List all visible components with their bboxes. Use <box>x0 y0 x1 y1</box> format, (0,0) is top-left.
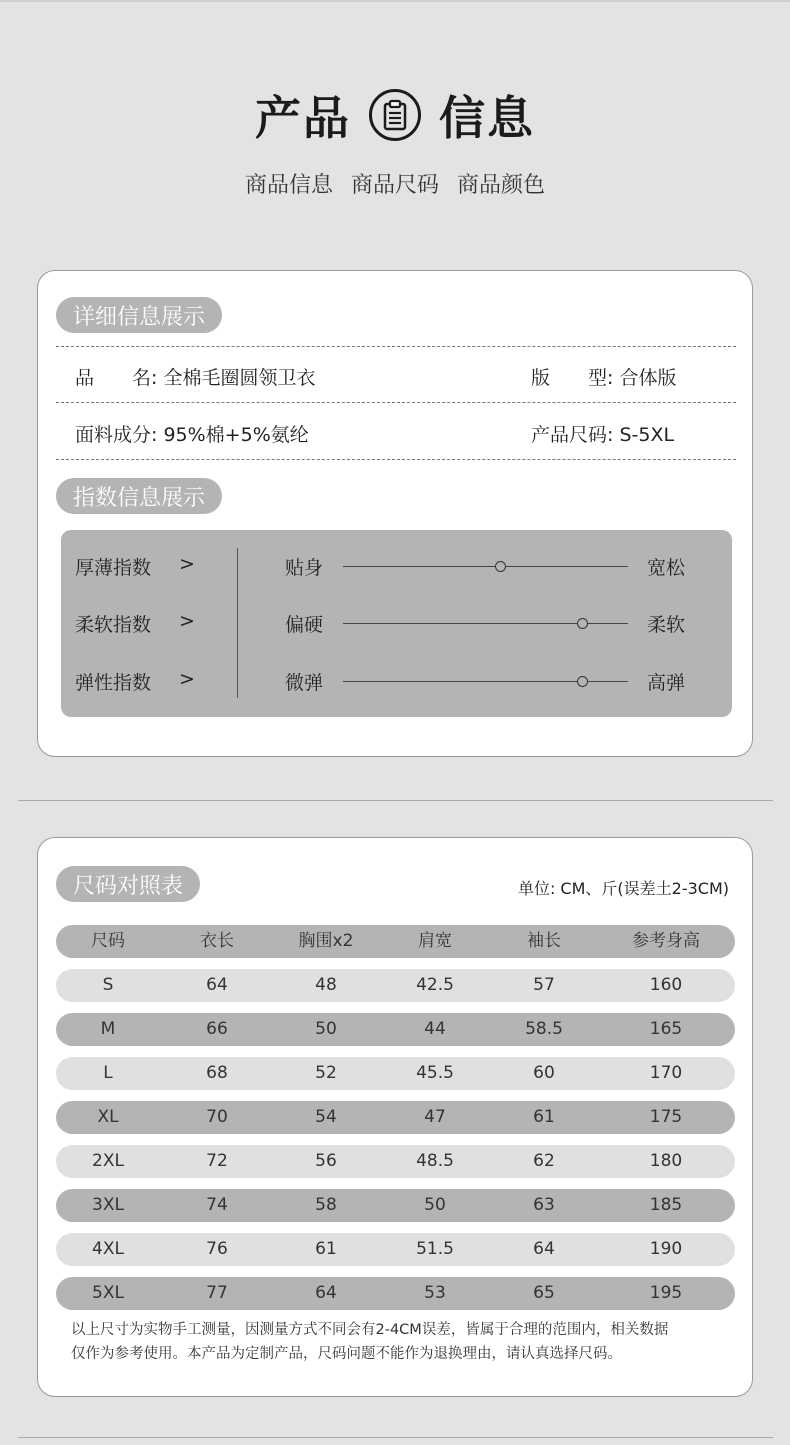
index-low-label: 微弹 <box>285 672 324 694</box>
table-cell: 47 <box>424 1107 446 1127</box>
table-row <box>56 1189 735 1222</box>
index-name: 厚薄指数 <box>75 557 152 579</box>
table-cell: 70 <box>206 1107 228 1127</box>
index-name: 弹性指数 <box>75 672 152 694</box>
top-divider <box>0 0 790 2</box>
table-cell: 54 <box>315 1107 337 1127</box>
table-cell: 60 <box>533 1063 555 1083</box>
table-cell: 50 <box>315 1019 337 1039</box>
index-slider-track <box>343 566 628 567</box>
index-name: 柔软指数 <box>75 614 152 636</box>
size-footnote <box>71 1318 731 1366</box>
index-high-label: 宽松 <box>647 557 686 579</box>
table-cell: 48 <box>315 975 337 995</box>
table-row <box>56 1013 735 1046</box>
table-cell: 68 <box>206 1063 228 1083</box>
footnote-line: 仅作为参考使用。本产品为定制产品，尺码问题不能作为退换理由，请认真选择尺码。 <box>71 1346 622 1362</box>
index-row-elasticity <box>61 664 732 694</box>
table-cell: 185 <box>649 1195 683 1215</box>
table-row <box>56 1277 735 1310</box>
size-section-label: 尺码对照表 <box>56 866 200 902</box>
index-panel <box>61 530 732 717</box>
table-cell: 63 <box>533 1195 555 1215</box>
index-arrow: > <box>179 610 195 632</box>
table-cell: 53 <box>424 1283 446 1303</box>
index-arrow: > <box>179 668 195 690</box>
table-cell: 3XL <box>92 1195 124 1215</box>
table-cell: 65 <box>533 1283 555 1303</box>
info-fit-label: 版 型: <box>531 367 614 389</box>
index-slider-knob <box>495 561 506 572</box>
table-cell: 160 <box>649 975 683 995</box>
info-name-value: 全棉毛圈圆领卫衣 <box>163 367 316 389</box>
column-header: 尺码 <box>91 931 125 951</box>
index-high-label: 柔软 <box>647 614 686 636</box>
subtitle-product-color: 商品颜色 <box>457 173 546 198</box>
section-divider <box>18 800 773 801</box>
page-title <box>0 82 790 148</box>
index-section-label: 指数信息展示 <box>56 478 222 514</box>
info-size-value: S-5XL <box>619 424 675 446</box>
info-fit-value: 合体版 <box>619 367 677 389</box>
index-arrow: > <box>179 553 195 575</box>
table-cell: M <box>100 1019 116 1039</box>
table-cell: 58 <box>315 1195 337 1215</box>
product-details-card <box>37 270 753 757</box>
table-cell: 64 <box>533 1239 555 1259</box>
column-header: 肩宽 <box>418 931 452 951</box>
index-high-label: 高弹 <box>647 672 686 694</box>
table-cell: 48.5 <box>416 1151 454 1171</box>
table-cell: 195 <box>649 1283 683 1303</box>
index-row-softness <box>61 606 732 636</box>
table-cell: S <box>102 975 114 995</box>
table-row <box>56 1145 735 1178</box>
table-cell: 52 <box>315 1063 337 1083</box>
title-left: 产品 <box>255 91 351 145</box>
table-cell: 57 <box>533 975 555 995</box>
info-fabric <box>75 420 309 447</box>
table-cell: 72 <box>206 1151 228 1171</box>
dashed-divider <box>56 402 736 403</box>
table-cell: 64 <box>206 975 228 995</box>
table-row <box>56 1233 735 1266</box>
index-row-thickness <box>61 549 732 579</box>
details-section-label: 详细信息展示 <box>56 297 222 333</box>
table-cell: 42.5 <box>416 975 454 995</box>
table-cell: 170 <box>649 1063 683 1083</box>
bottom-divider <box>18 1437 773 1438</box>
table-cell: 175 <box>649 1107 683 1127</box>
dashed-divider <box>56 459 736 460</box>
table-cell: 64 <box>315 1283 337 1303</box>
table-cell: 5XL <box>92 1283 124 1303</box>
table-cell: 4XL <box>92 1239 124 1259</box>
table-cell: 2XL <box>92 1151 124 1171</box>
table-cell: 62 <box>533 1151 555 1171</box>
column-header: 衣长 <box>200 931 234 951</box>
table-cell: 50 <box>424 1195 446 1215</box>
column-header: 参考身高 <box>632 931 700 951</box>
table-cell: 165 <box>649 1019 683 1039</box>
subtitle-product-size: 商品尺码 <box>350 173 439 198</box>
table-cell: L <box>103 1063 113 1083</box>
table-cell: 44 <box>424 1019 446 1039</box>
title-right: 信息 <box>439 91 535 145</box>
table-cell: 77 <box>206 1283 228 1303</box>
index-low-label: 贴身 <box>285 557 324 579</box>
info-name-label: 品 名: <box>75 367 158 389</box>
index-slider-knob <box>577 618 588 629</box>
info-fabric-label: 面料成分: <box>75 424 158 446</box>
table-cell: 190 <box>649 1239 683 1259</box>
table-cell: XL <box>97 1107 119 1127</box>
subtitle-product-info: 商品信息 <box>244 173 333 198</box>
clipboard-icon <box>369 89 421 141</box>
column-header: 胸围x2 <box>298 931 354 951</box>
table-cell: 180 <box>649 1151 683 1171</box>
table-cell: 56 <box>315 1151 337 1171</box>
table-cell: 51.5 <box>416 1239 454 1259</box>
table-row <box>56 969 735 1002</box>
unit-note: 单位: CM、斤(误差土2-3CM) <box>517 879 729 898</box>
column-header: 袖长 <box>527 931 561 951</box>
table-cell: 74 <box>206 1195 228 1215</box>
dashed-divider <box>56 346 736 347</box>
index-slider-knob <box>577 676 588 687</box>
table-header-row <box>56 925 735 958</box>
info-size <box>531 420 674 447</box>
table-row <box>56 1101 735 1134</box>
info-size-label: 产品尺码: <box>531 424 614 446</box>
table-cell: 61 <box>315 1239 337 1259</box>
info-fit <box>531 363 676 390</box>
table-cell: 45.5 <box>416 1063 454 1083</box>
index-low-label: 偏硬 <box>285 614 324 636</box>
table-cell: 61 <box>533 1107 555 1127</box>
subtitle-row <box>0 168 790 199</box>
table-cell: 76 <box>206 1239 228 1259</box>
info-name <box>75 363 315 390</box>
footnote-line: 以上尺寸为实物手工测量，因测量方式不同会有2-4CM误差，皆属于合理的范围内，相关数据 <box>71 1322 669 1338</box>
table-row <box>56 1057 735 1090</box>
table-cell: 58.5 <box>525 1019 563 1039</box>
table-cell: 66 <box>206 1019 228 1039</box>
size-chart-card <box>37 837 753 1397</box>
info-fabric-value: 95%棉+5%氨纶 <box>163 424 309 446</box>
